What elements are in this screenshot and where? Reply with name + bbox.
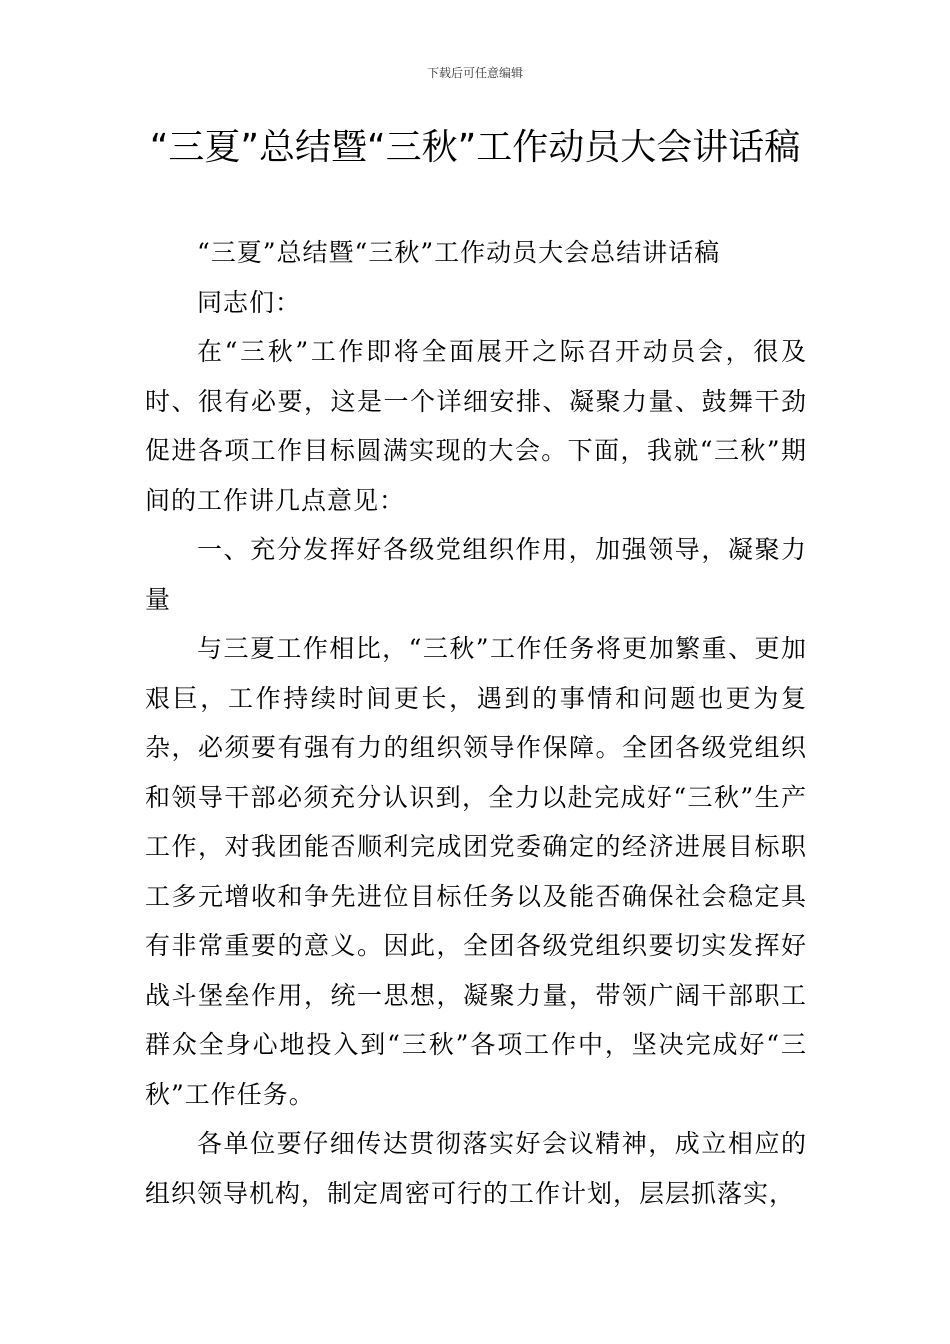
body-paragraph: 在“三秋”工作即将全面展开之际召开动员会，很及时、很有必要，这是一个详细安排、凝聚力量、鼓舞干劲促进各项工作目标圆满实现的大会。下面，我就“三秋”期间的工作讲几点意见： xyxy=(145,337,807,515)
header-note: 下载后可任意编辑 xyxy=(426,66,523,80)
document-body xyxy=(145,228,807,1218)
salutation-paragraph: 同志们： xyxy=(197,287,302,317)
section-heading: 一、充分发挥好各级党组织作用，加强领导，凝聚力量 xyxy=(145,535,807,614)
body-paragraph: 各单位要仔细传达贯彻落实好会议精神，成立相应的组织领导机构，制定周密可行的工作计划，层层抓落实， xyxy=(145,1129,807,1208)
subtitle-paragraph: “三夏”总结暨“三秋”工作动员大会总结讲话稿 xyxy=(197,238,721,267)
body-paragraph: 与三夏工作相比，“三秋”工作任务将更加繁重、更加艰巨，工作持续时间更长，遇到的事情和问题也更为复杂，必须要有强有力的组织领导作保障。全团各级党组织和领导干部必须充分认识到，全力以赴完成好“三秋”生产工作，对我团能否顺利完成团党委确定的经济进展目标职工多元增收和争先进位目标任务以及能否确保社会稳定具有非常重要的意义。因此，全团各级党组织要切实发挥好战斗堡垒作用，统一思想，凝聚力量，带领广阔干部职工群众全身心地投入到“三秋”各项工作中，坚决完成好“三秋”工作任务。 xyxy=(145,634,807,1109)
document-title: “三夏”总结暨“三秋”工作动员大会讲话稿 xyxy=(149,127,801,168)
